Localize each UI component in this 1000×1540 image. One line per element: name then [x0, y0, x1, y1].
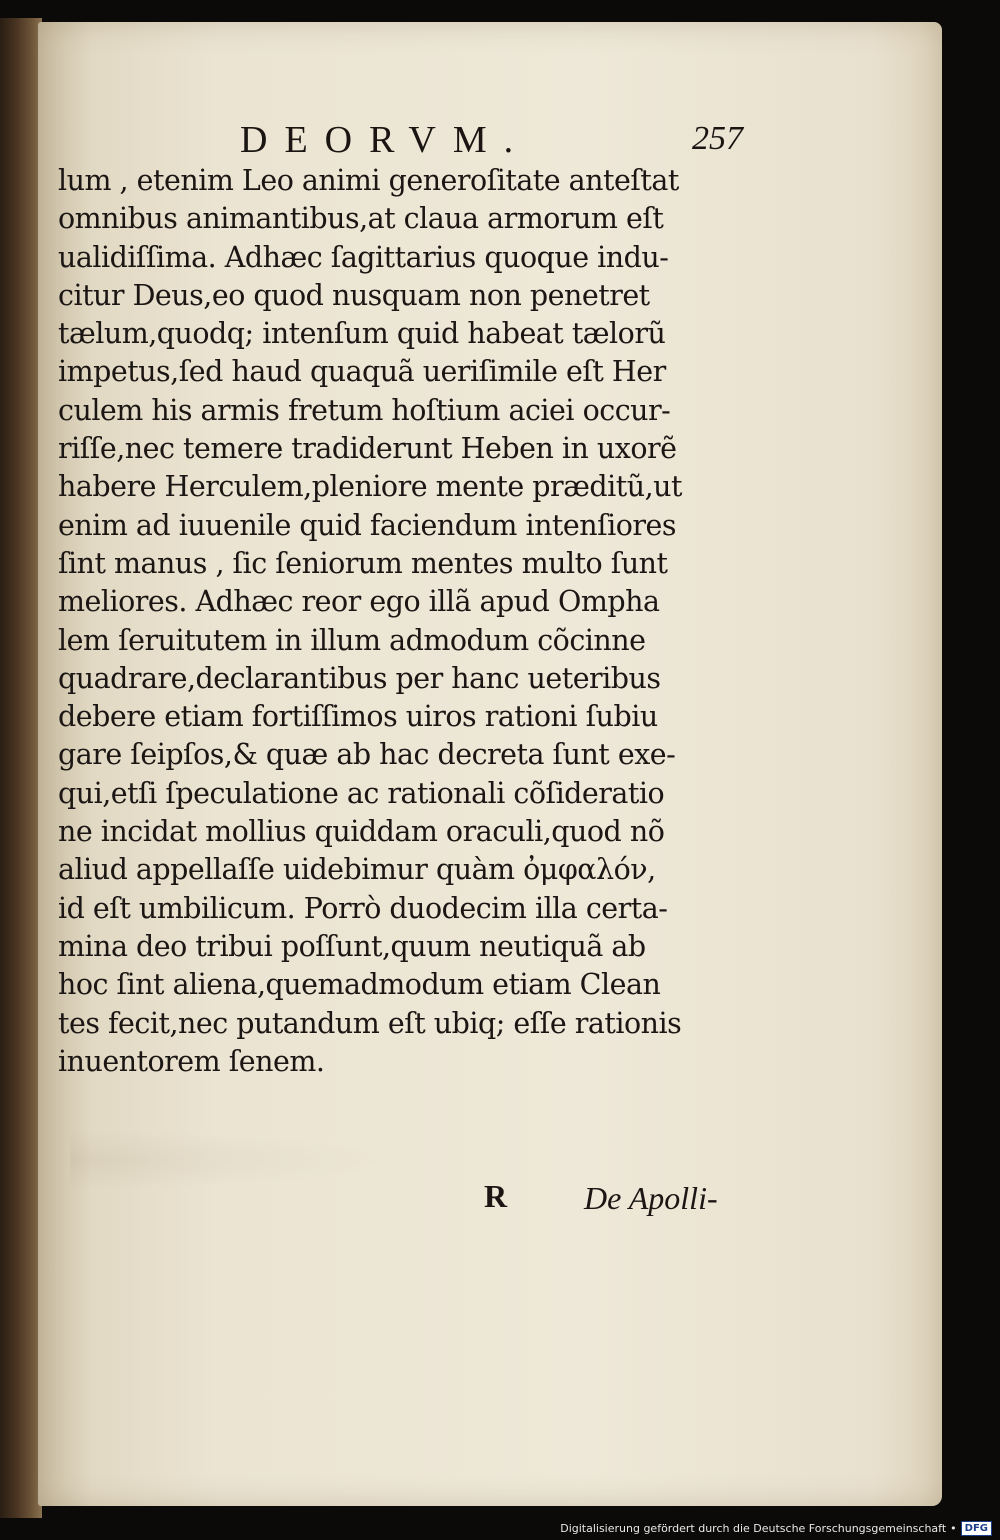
text-line: tes fecit,nec putandum eſt ubiq; eſſe rationis — [58, 1006, 682, 1040]
credit-text: Digitalisierung gefördert durch die Deutsche Forschungsgemeinschaft — [560, 1522, 947, 1535]
text-line: inuentorem ſenem. — [58, 1044, 325, 1078]
text-line: habere Herculem,pleniore mente præditũ,ut — [58, 470, 682, 504]
text-line: lem ſeruitutem in illum admodum cõcinne — [58, 623, 646, 657]
text-block — [58, 162, 742, 1081]
signature-mark: R — [484, 1178, 508, 1214]
catchword: De Apolli- — [584, 1180, 718, 1216]
text-line: debere etiam fortiſſimos uiros rationi ſubiu — [58, 700, 658, 734]
text-line: id eſt umbilicum. Porrò duodecim illa certa- — [58, 891, 668, 925]
text-line: riſſe,nec temere tradiderunt Heben in uxorẽ — [58, 432, 677, 466]
text-line: qui,etſi ſpeculatione ac rationali cõſideratio — [58, 776, 665, 810]
dfg-logo: DFG — [961, 1521, 992, 1536]
text-line: aliud appellaſſe uidebimur quàm ὀμφαλόν, — [58, 853, 656, 887]
text-line: culem his armis fretum hoſtium aciei occur- — [58, 393, 671, 427]
text-line: gare ſeipſos,& quæ ab hac decreta ſunt exe- — [58, 738, 676, 772]
text-line: hoc ſint aliena,quemadmodum etiam Clean — [58, 968, 661, 1002]
text-line: lum , etenim Leo animi generoſitate anteſtat — [58, 164, 679, 197]
text-line: meliores. Adhæc reor ego illã apud Ompha — [58, 585, 660, 619]
text-line: citur Deus,eo quod nusquam non penetret — [58, 278, 650, 312]
text-line: ne incidat mollius quiddam oraculi,quod nõ — [58, 815, 665, 849]
text-line: ualidiſſima. Adhæc ſagittarius quoque indu- — [58, 240, 669, 274]
separator-dot: • — [950, 1522, 957, 1535]
text-line: omnibus animantibus,at claua armorum eſt — [58, 202, 664, 236]
text-line: mina deo tribui poſſunt,quum neutiquã ab — [58, 929, 646, 963]
text-line: enim ad iuuenile quid faciendum intenſiores — [58, 508, 677, 542]
page-number: 257 — [692, 120, 743, 157]
text-line: ſint manus , ſic ſeniorum mentes multo ſunt — [58, 546, 668, 580]
text-line: impetus,ſed haud quaquã ueriſimile eſt Her — [58, 355, 666, 389]
text-line: tælum,quodq; intenſum quid habeat tælorũ — [58, 317, 666, 351]
show-through-shadow — [70, 1130, 390, 1190]
digitization-credit — [560, 1521, 992, 1536]
running-head: DEORVM. — [240, 119, 531, 161]
text-line: quadrare,declarantibus per hanc ueteribus — [58, 661, 661, 695]
book-binding — [0, 18, 42, 1518]
